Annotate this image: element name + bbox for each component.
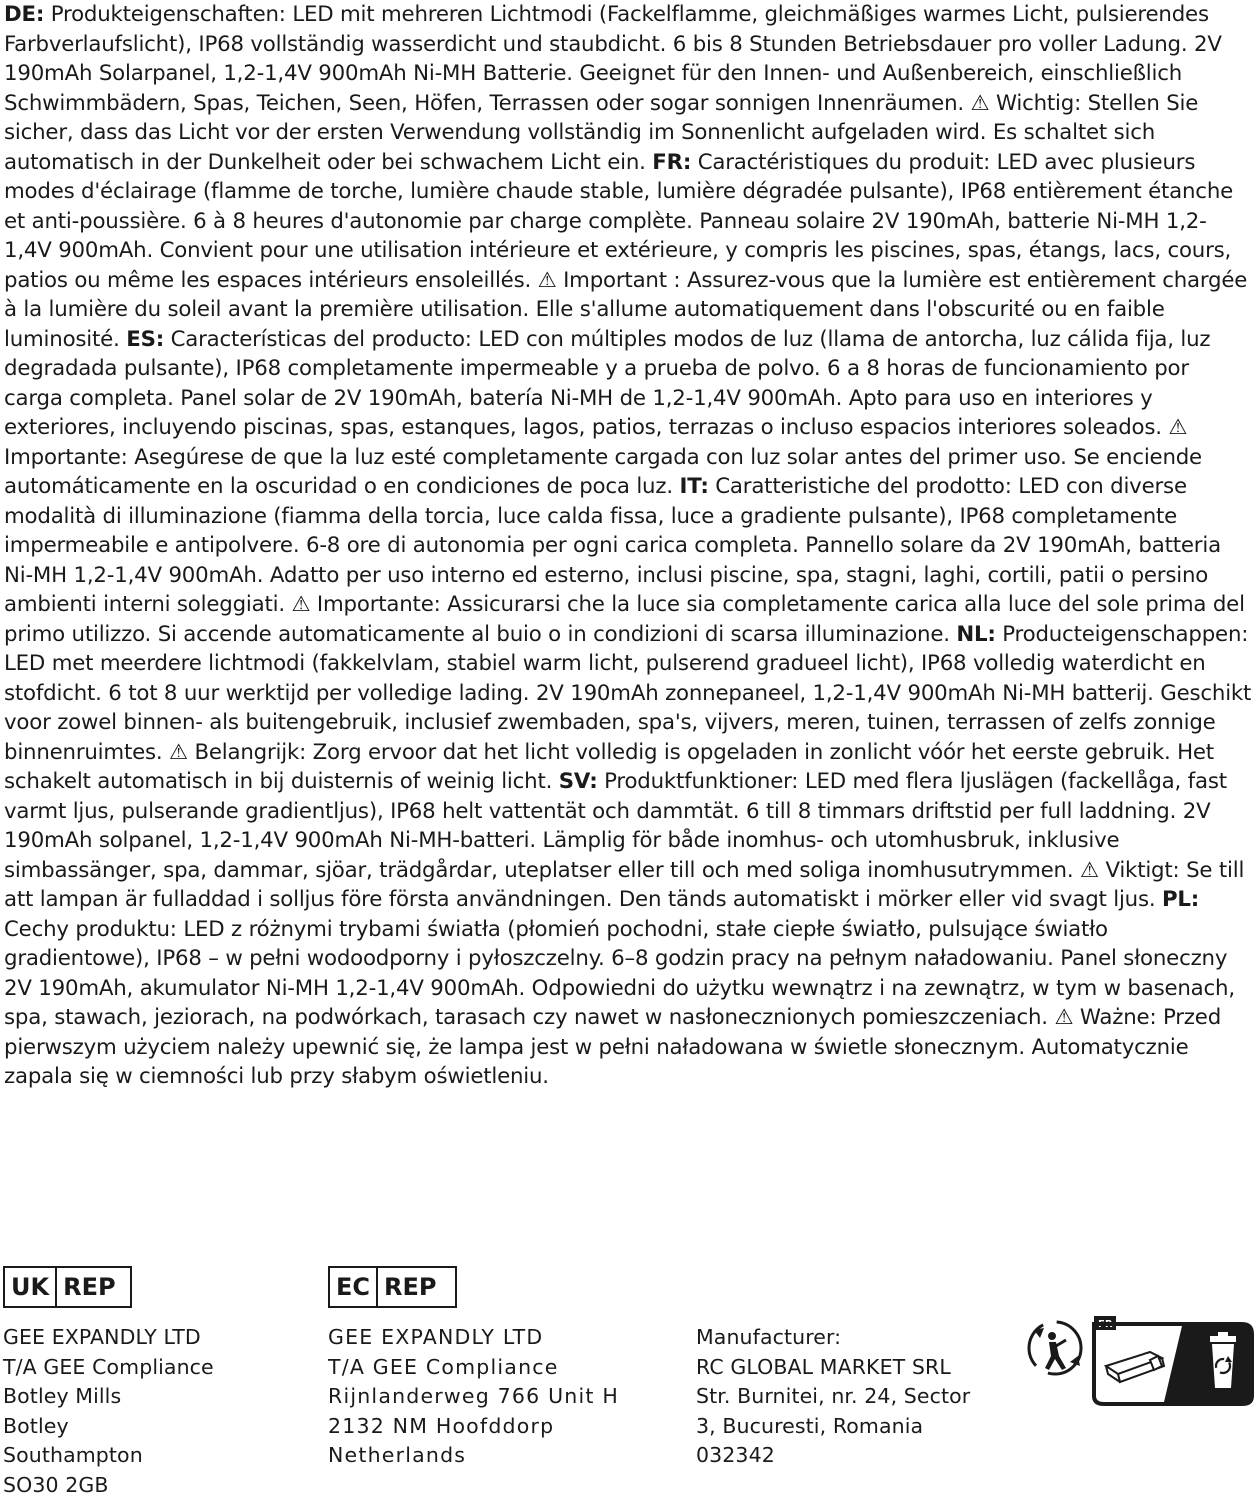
- ec-rep-line: T/A GEE Compliance: [328, 1354, 559, 1379]
- uk-rep-badge: [3, 1266, 132, 1308]
- ec-rep-address: [328, 1323, 619, 1471]
- lang-code-sv: SV:: [558, 769, 598, 794]
- uk-rep-line: GEE EXPANDLY LTD: [3, 1325, 201, 1349]
- lang-code-pl: PL:: [1162, 887, 1200, 912]
- lang-code-it: IT:: [679, 474, 709, 499]
- manufacturer-line: Str. Burnitei, nr. 24, Sector: [696, 1384, 971, 1408]
- ec-rep-line: 2132 NM Hoofddorp: [328, 1413, 555, 1438]
- manufacturer-line: 032342: [696, 1443, 775, 1467]
- lang-code-fr: FR:: [652, 149, 692, 175]
- ec-rep-badge-right: REP: [384, 1273, 437, 1301]
- ec-rep-line: Rijnlanderweg 766 Unit H: [328, 1384, 619, 1408]
- description-es: Características del producto: LED con múltiples modos de luz (llama de antorcha, luz cálida fija, luz degradada pulsante), IP68 completamente impermeable y a prueba de polvo. 6 a 8 horas de funcionamiento por carga completa. Panel solar de 2V 190mAh, batería Ni-MH de 1,2-1,4V 900mAh. Apto para uso en interiores y exteriores, incluyendo piscinas, spas, estanques, lagos, patios, terrazas o incluso espacios interiores soleados. ⚠ Importante: Asegúrese de que la luz esté completamente cargada con luz solar antes del primer uso. Se enciende automáticamente en la oscuridad o en condiciones de poca luz.: [4, 326, 1211, 499]
- description-de: Produkteigenschaften: LED mit mehreren Lichtmodi (Fackelflamme, gleichmäßiges warmes Licht, pulsierendes Farbverlaufslicht), IP68 vollständig wasserdicht und staubdicht. 6 bis 8 Stunden Betriebsdauer pro voller Ladung. 2V 190mAh Solarpanel, 1,2-1,4V 900mAh Ni-MH Batterie. Geeignet für den Innen- und Außenbereich, einschließlich Schwimmbädern, Spas, Teichen, Seen, Höfen, Terrassen oder sogar sonnigen Innenräumen. ⚠ Wichtig: Stellen Sie sicher, dass das Licht vor der ersten Verwendung vollständig im Sonnenlicht aufgeladen wird. Es schaltet sich automatisch in der Dunkelheit oder bei schwachem Licht ein.: [4, 2, 1222, 175]
- ec-rep-line: Netherlands: [328, 1443, 467, 1467]
- product-sketch-icon: [1106, 1352, 1164, 1382]
- description-fr: Caractéristiques du produit: LED avec plusieurs modes d'éclairage (flamme de torche, lumière chaude stable, lumière dégradée pulsante), IP68 entièrement étanche et anti-poussière. 6 à 8 heures d'autonomie par charge complète. Panneau solaire 2V 190mAh, batterie Ni-MH 1,2-1,4V 900mAh. Convient pour une utilisation intérieure et extérieure, y compris les piscines, spas, étangs, lacs, cours, patios ou même les espaces intérieurs ensoleillés. ⚠ Important : Assurez-vous que la lumière est entièrement chargée à la lumière du soleil avant la première utilisation. Elle s'allume automatiquement dans l'obscurité ou en faible luminosité.: [4, 149, 1248, 352]
- lang-code-de: DE:: [4, 2, 45, 27]
- lang-code-es: ES:: [126, 326, 165, 352]
- lang-code-nl: NL:: [956, 621, 996, 647]
- manufacturer-line: 3, Bucuresti, Romania: [696, 1413, 924, 1438]
- multilingual-product-description: [4, 0, 1253, 1092]
- uk-rep-line: Botley: [3, 1413, 69, 1438]
- uk-rep-line: Botley Mills: [3, 1384, 122, 1408]
- description-pl: Cechy produktu: LED z różnymi trybami światła (płomień pochodni, stałe ciepłe światło, pulsujące światło gradientowe), IP68 – w pełni wodoodporny i pyłoszczelny. 6–8 godzin pracy na pełnym naładowaniu. Panel słoneczny 2V 190mAh, akumulator Ni-MH 1,2-1,4V 900mAh. Odpowiedni do użytku wewnątrz i na zewnątrz, w tym w basenach, spa, stawach, jeziorach, na podwórkach, tarasach czy nawet w nasłonecznionych pomieszczeniach. ⚠ Ważne: Przed pierwszym użyciem należy upewnić się, że lampa jest w pełni naładowana w świetle słonecznym. Automatycznie zapala się w ciemności lub przy słabym oświetleniu.: [4, 916, 1235, 1089]
- uk-rep-line: T/A GEE Compliance: [3, 1354, 214, 1379]
- description-sv: Produktfunktioner: LED med flera ljuslägen (fackellåga, fast varmt ljus, pulserande gradientljus), IP68 helt vattentät och dammtät. 6 till 8 timmars driftstid per full laddning. 2V 190mAh solpanel, 1,2-1,4V 900mAh Ni-MH-batteri. Lämplig för både inomhus- och utomhusbruk, inklusive simbassänger, spa, dammar, sjöar, trädgårdar, uteplatser eller till och med soliga inomhusutrymmen. ⚠ Viktigt: Se till att lampan är fulladdad i solljus före första användningen. Den tänds automatiskt i mörker eller vid svagt ljus.: [4, 769, 1245, 912]
- ec-rep-badge: [328, 1266, 457, 1308]
- uk-rep-badge-left: UK: [5, 1268, 57, 1306]
- triman-recycling-icon: [1022, 1316, 1254, 1406]
- manufacturer-address: [696, 1323, 970, 1471]
- fr-label: FR: [1098, 1319, 1113, 1330]
- uk-rep-line: SO30 2GB: [3, 1472, 109, 1497]
- manufacturer-line: RC GLOBAL MARKET SRL: [696, 1354, 951, 1379]
- ec-rep-line: GEE EXPANDLY LTD: [328, 1325, 544, 1349]
- ec-rep-badge-left: EC: [330, 1268, 378, 1306]
- uk-rep-address: [3, 1323, 214, 1500]
- triman-person-icon: [1029, 1322, 1081, 1374]
- manufacturer-line: Manufacturer:: [696, 1325, 842, 1349]
- description-nl: Producteigenschappen: LED met meerdere lichtmodi (fakkelvlam, stabiel warm licht, pulserend gradueel licht), IP68 volledig waterdicht en stofdicht. 6 tot 8 uur werktijd per volledige lading. 2V 190mAh zonnepaneel, 1,2-1,4V 900mAh Ni-MH batterij. Geschikt voor zowel binnen- als buitengebruik, inclusief zwembaden, spa's, vijvers, meren, tuinen, terrassen of zelfs zonnige binnenruimtes. ⚠ Belangrijk: Zorg ervoor dat het licht volledig is opgeladen in zonlicht vóór het eerste gebruik. Het schakelt automatisch in bij duisternis of weinig licht.: [4, 621, 1252, 794]
- description-it: Caratteristiche del prodotto: LED con diverse modalità di illuminazione (fiamma della torcia, luce calda fissa, luce a gradiente pulsante), IP68 completamente impermeabile e antipolvere. 6-8 ore di autonomia per ogni carica completa. Pannello solare da 2V 190mAh, batteria Ni-MH 1,2-1,4V 900mAh. Adatto per uso interno ed esterno, inclusi piscine, spa, stagni, laghi, cortili, patii o persino ambienti interni soleggiati. ⚠ Importante: Assicurarsi che la luce sia completamente carica alla luce del sole prima del primo utilizzo. Si accende automaticamente al buio o in condizioni di scarsa illuminazione.: [4, 474, 1245, 647]
- uk-rep-line: Southampton: [3, 1443, 143, 1467]
- uk-rep-badge-right: REP: [63, 1273, 116, 1301]
